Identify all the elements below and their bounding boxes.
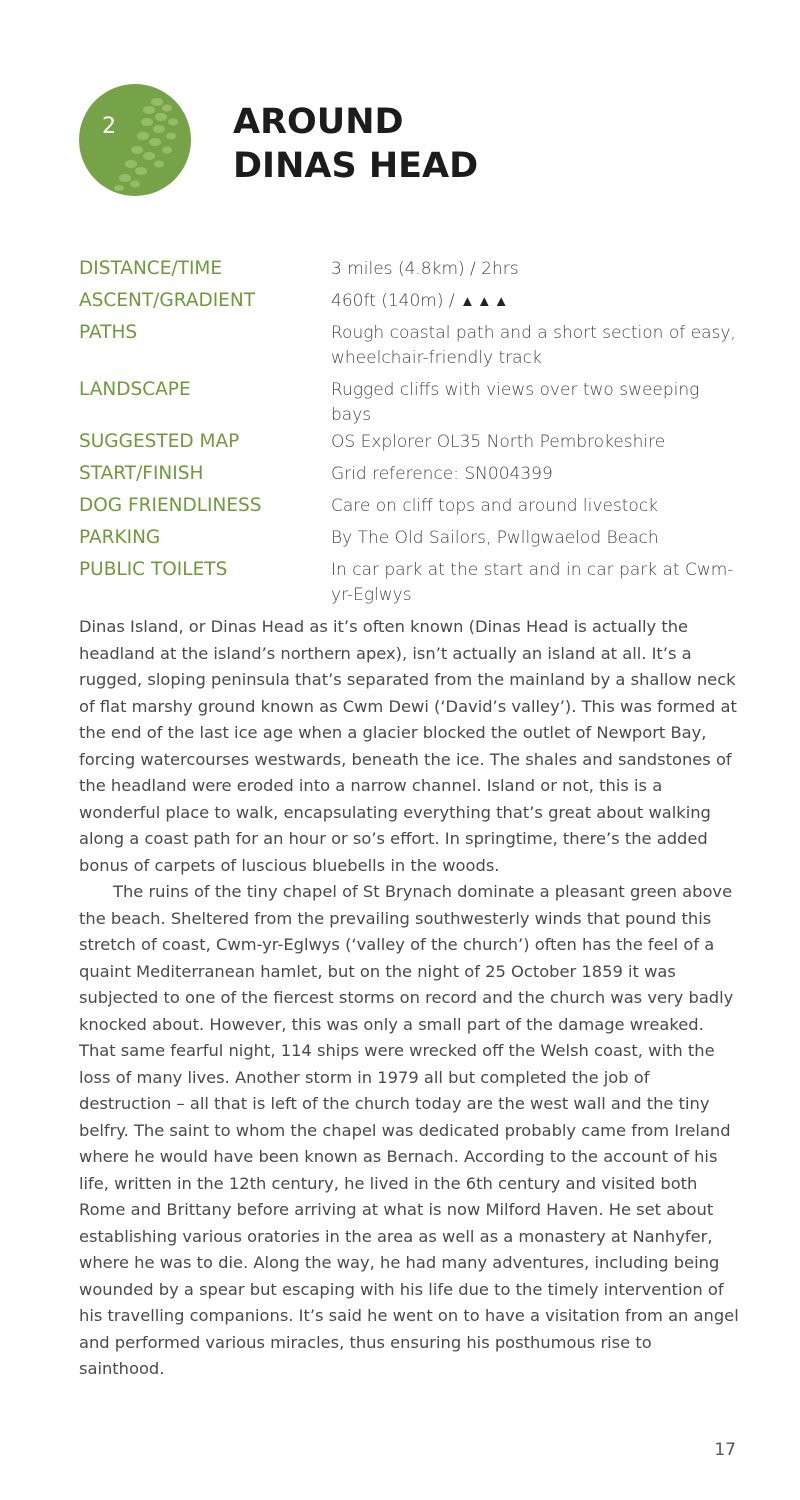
walk-title-line-1: AROUND [233, 102, 404, 142]
info-label: START/FINISH [79, 463, 204, 484]
ascent-value: 460ft (140m) / [331, 291, 455, 311]
info-label: PUBLIC TOILETS [79, 559, 228, 580]
page-number: 17 [714, 1440, 736, 1460]
paragraph-1: Dinas Island, or Dinas Head as it’s often known (Dinas Head is actually the headland at the island’s northern apex), isn’t actually an island at all. It’s a rugged, sloping peninsula that’s separated from the mainland by a shallow neck of flat marshy ground known as Cwm Dewi (‘David’s valley’). This was formed at the end of the last ice age when a glacier blocked the outlet of Newport Bay, forcing watercourses westwards, beneath the ice. The shales and sandstones of the headland were eroded into a narrow channel. Island or not, this is a wonderful place to walk, encapsulating everything that’s great about walking along a coast path for an hour or so’s effort. In springtime, there’s the added bonus of carpets of luscious bluebells in the woods. [79, 617, 737, 875]
walk-number: 2 [102, 114, 116, 139]
info-label: PARKING [79, 527, 161, 548]
info-row-landscape [79, 376, 739, 428]
walk-number-badge [79, 84, 191, 196]
walk-title-line-2: DINAS HEAD [233, 146, 479, 186]
info-value: Rough coastal path and a short section of easy, wheelchair-friendly track [331, 323, 736, 368]
footprints-icon [79, 84, 191, 196]
walk-title [233, 100, 478, 188]
paragraph-2: The ruins of the tiny chapel of St Brynach dominate a pleasant green above the beach. Sheltered from the prevailing southwesterly winds that pound this stretch of coast, Cwm-yr-Eglwys (‘valley of the church’) often has the feel of a quaint Mediterranean hamlet, but on the night of 25 October 1859 it was subjected to one of the fiercest storms on record and the church was very badly knocked about. However, this was only a small part of the damage wreaked. That same fearful night, 114 ships were wrecked off the Welsh coast, with the loss of many lives. Another storm in 1979 all but completed the job of destruction – all that is left of the church today are the west wall and the tiny belfry. The saint to whom the chapel was dedicated probably came from Ireland where he would have been known as Bernach. According to the account of his life, written in the 12th century, he lived in the 6th century and visited both Rome and Brittany before arriving at what is now Milford Haven. He set about establishing various oratories in the area as well as a monastery at Nanhyfer, where he was to die. Along the way, he had many adventures, including being wounded by a spear but escaping with his life due to the timely intervention of his travelling companions. It’s said he went on to have a visitation from an angel and performed various miracles, thus ensuring his posthumous rise to sainthood. [79, 882, 739, 1378]
info-value: Care on cliff tops and around livestock [331, 496, 659, 516]
gradient-triangles-icon: ▲▲▲ [460, 292, 511, 310]
info-label: PATHS [79, 322, 138, 343]
info-row-dog-friendliness [79, 492, 739, 524]
info-row-parking [79, 524, 739, 556]
info-value: OS Explorer OL35 North Pembrokeshire [331, 432, 666, 452]
info-row-toilets [79, 556, 739, 613]
info-row-distance [79, 255, 739, 287]
walk-info-table [79, 255, 739, 613]
info-row-paths [79, 319, 739, 376]
info-value: 3 miles (4.8km) / 2hrs [331, 259, 519, 279]
walk-description [79, 614, 739, 1383]
info-label: DOG FRIENDLINESS [79, 495, 262, 516]
info-label: SUGGESTED MAP [79, 431, 240, 452]
info-row-map [79, 428, 739, 460]
info-row-ascent [79, 287, 739, 319]
info-value: Grid reference: SN004399 [331, 464, 553, 484]
info-value [331, 287, 739, 319]
info-label: LANDSCAPE [79, 379, 191, 400]
info-label: ASCENT/GRADIENT [79, 290, 256, 311]
info-label: DISTANCE/TIME [79, 258, 223, 279]
info-value: By The Old Sailors, Pwllgwaelod Beach [331, 528, 659, 548]
info-value: Rugged cliffs with views over two sweeping bays [331, 380, 700, 425]
info-value: In car park at the start and in car park at Cwm-yr-Eglwys [331, 560, 734, 605]
info-row-start-finish [79, 460, 739, 492]
